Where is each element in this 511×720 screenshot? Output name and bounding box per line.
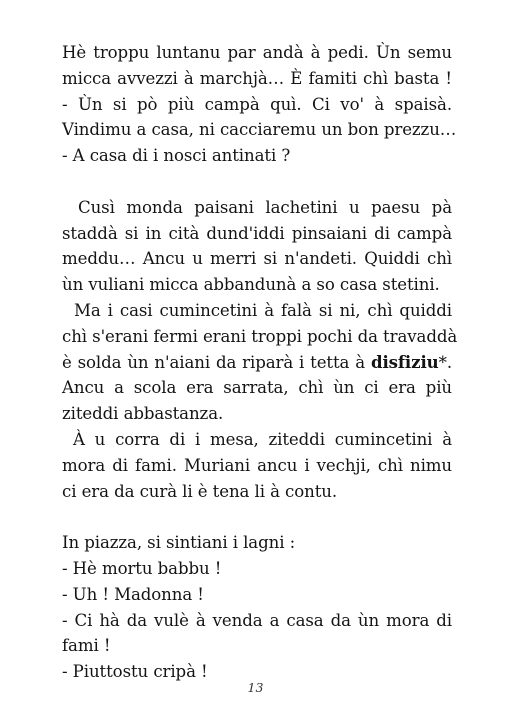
- text-line: Ma i casi cumincetini à falà si ni, chì quiddi: [74, 300, 452, 320]
- paragraph-gap: [62, 169, 452, 195]
- text-line: meddu… Ancu u merri si n'andeti. Quiddi chì: [62, 249, 452, 269]
- text-line: Ancu a scola era sarrata, chì ùn ci era più: [62, 378, 452, 398]
- dialogue-line: fami !: [62, 636, 111, 656]
- text-line: À u corra di i mesa, ziteddi cumincetini à: [73, 429, 452, 449]
- dialogue-line: - Ci hà da vulè à venda a casa da ùn mora di: [62, 610, 452, 630]
- page-number: 13: [247, 680, 264, 695]
- body-text: [62, 40, 458, 685]
- text-line: - A casa di i nosci antinati ?: [62, 146, 291, 166]
- text-line: ziteddi abbastanza.: [62, 404, 224, 424]
- text-line: In piazza, si sintiani i lagni :: [62, 533, 296, 553]
- text-line: chì s'erani fermi erani troppi pochi da travaddà: [62, 326, 458, 346]
- text-line: staddà si in cità dund'iddi pinsaiani di campà: [62, 223, 452, 243]
- dialogue-line: - Piuttostu cripà !: [62, 662, 208, 682]
- footnote-marker: *.: [438, 352, 452, 372]
- text-line: Cusì monda paisani lachetini u paesu pà: [78, 197, 452, 217]
- text-fragment: è solda ùn n'aiani da riparà i tetta à: [62, 352, 371, 372]
- text-line: Vindimu a casa, ni cacciaremu un bon prezzu…: [62, 120, 457, 140]
- paragraph-gap: [62, 504, 452, 530]
- text-line: ùn vuliani micca abbandunà a so casa stetini.: [62, 275, 440, 295]
- text-line: [62, 350, 452, 376]
- text-line: - Ùn si pò più campà quì. Ci vo' à spaisà.: [62, 94, 452, 114]
- dialogue-line: - Hè mortu babbu !: [62, 558, 222, 578]
- text-line: mora di fami. Muriani ancu i vechji, chì nimu: [62, 455, 452, 475]
- bold-term: disfiziu: [370, 351, 439, 372]
- dialogue-line: - Uh ! Madonna !: [62, 584, 204, 604]
- text-line: micca avvezzi à marchjà… È famiti chì basta !: [62, 68, 452, 88]
- text-line: Hè troppu luntanu par andà à pedi. Ùn semu: [62, 43, 452, 62]
- text-line: ci era da curà li è tena li à contu.: [62, 481, 338, 501]
